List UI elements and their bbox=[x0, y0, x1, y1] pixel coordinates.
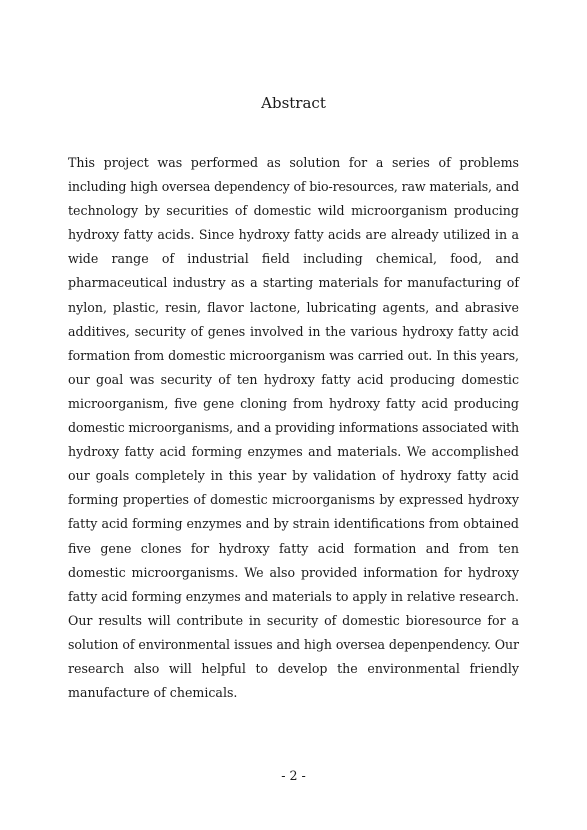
abstract-line: domestic microorganisms, and a providing informations associated with bbox=[68, 420, 519, 436]
abstract-line: Our results will contribute in security of domestic bioresource for a bbox=[68, 612, 519, 628]
abstract-line: additives, security of genes involved in the various hydroxy fatty acid bbox=[68, 323, 519, 339]
abstract-line: technology by securities of domestic wild microorganism producing bbox=[68, 203, 519, 219]
abstract-line: our goals completely in this year by validation of hydroxy fatty acid bbox=[68, 468, 519, 484]
abstract-line: wide range of industrial field including chemical, food, and bbox=[68, 251, 519, 267]
abstract-line: research also will helpful to develop the environmental friendly bbox=[68, 660, 519, 676]
abstract-line: nylon, plastic, resin, flavor lactone, lubricating agents, and abrasive bbox=[68, 299, 519, 315]
abstract-line: forming properties of domestic microorganisms by expressed hydroxy bbox=[68, 492, 519, 508]
abstract-line: microorganism, five gene cloning from hydroxy fatty acid producing bbox=[68, 395, 519, 411]
abstract-line: hydroxy fatty acid forming enzymes and materials. We accomplished bbox=[68, 444, 519, 460]
abstract-line: five gene clones for hydroxy fatty acid formation and from ten bbox=[68, 540, 519, 556]
abstract-line: domestic microorganisms. We also provided information for hydroxy bbox=[68, 564, 519, 580]
abstract-line: hydroxy fatty acids. Since hydroxy fatty acids are already utilized in a bbox=[68, 227, 519, 243]
abstract-line: formation from domestic microorganism was carried out. In this years, bbox=[68, 347, 519, 363]
abstract-line: fatty acid forming enzymes and by strain identifications from obtained bbox=[68, 516, 519, 532]
abstract-line: This project was performed as solution for a series of problems bbox=[68, 155, 519, 170]
abstract-body bbox=[68, 151, 519, 705]
abstract-title: Abstract bbox=[261, 94, 326, 112]
abstract-line: including high oversea dependency of bio-resources, raw materials, and bbox=[68, 179, 519, 195]
abstract-line: solution of environmental issues and high oversea depenpendency. Our bbox=[68, 636, 519, 652]
abstract-line: fatty acid forming enzymes and materials to apply in relative research. bbox=[68, 588, 519, 604]
abstract-line: pharmaceutical industry as a starting materials for manufacturing of bbox=[68, 275, 519, 291]
abstract-line: manufacture of chemicals. bbox=[68, 685, 238, 701]
page-number: - 2 - bbox=[281, 768, 306, 783]
abstract-line: our goal was security of ten hydroxy fatty acid producing domestic bbox=[68, 371, 519, 387]
